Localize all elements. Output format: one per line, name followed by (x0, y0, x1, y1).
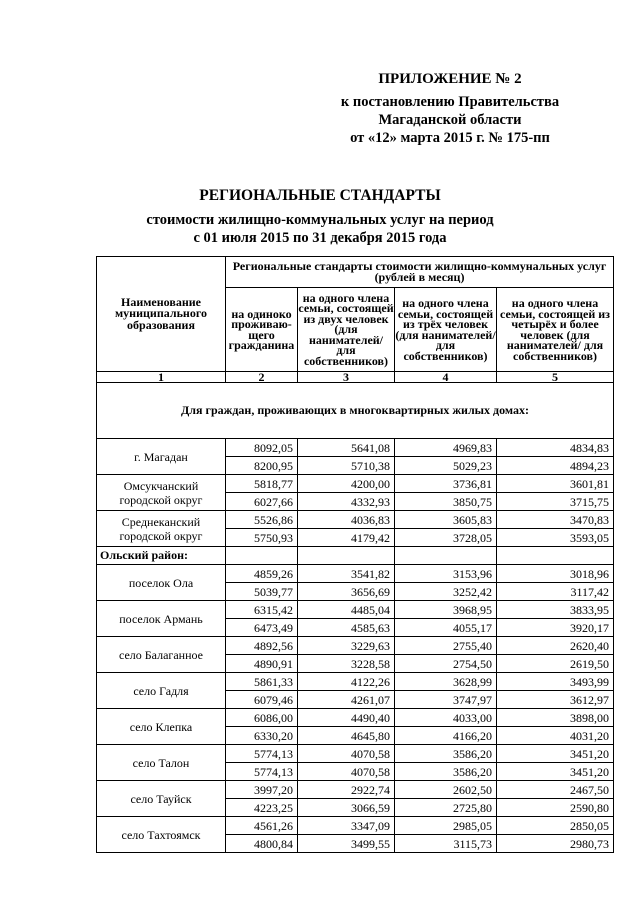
value-cell: 3920,17 (497, 619, 614, 637)
municipality-name: село Клепка (97, 709, 226, 745)
value-cell: 4969,83 (395, 439, 497, 457)
section-row (97, 383, 614, 439)
value-cell: 3153,96 (395, 565, 497, 583)
value-cell: 6027,66 (226, 493, 298, 511)
municipality-name: Среднеканский городской округ (97, 511, 226, 547)
value-cell: 3451,20 (497, 763, 614, 781)
value-cell: 5774,13 (226, 763, 298, 781)
value-cell: 3347,09 (298, 817, 395, 835)
value-cell: 4036,83 (298, 511, 395, 529)
column-number: 1 (97, 372, 226, 383)
municipality-name: село Тауйск (97, 781, 226, 817)
table-row (97, 637, 614, 655)
value-cell: 3605,83 (395, 511, 497, 529)
value-cell: 5774,13 (226, 745, 298, 763)
header-col2: на одиноко проживаю-щего гражданина (226, 288, 298, 372)
value-cell: 3541,82 (298, 565, 395, 583)
table-row (97, 439, 614, 457)
value-cell: 4890,91 (226, 655, 298, 673)
value-cell: 3499,55 (298, 835, 395, 853)
value-cell: 3066,59 (298, 799, 395, 817)
value-cell: 4122,26 (298, 673, 395, 691)
appendix-block (300, 70, 600, 147)
value-cell: 3715,75 (497, 493, 614, 511)
value-cell: 4033,00 (395, 709, 497, 727)
standards-table (96, 256, 614, 853)
value-cell: 3451,20 (497, 745, 614, 763)
value-cell: 6315,42 (226, 601, 298, 619)
value-cell: 2755,40 (395, 637, 497, 655)
value-cell: 2850,05 (497, 817, 614, 835)
appendix-line: Магаданской области (378, 112, 522, 128)
value-cell: 6473,49 (226, 619, 298, 637)
municipality-name: село Гадля (97, 673, 226, 709)
value-cell: 3656,69 (298, 583, 395, 601)
value-cell: 2602,50 (395, 781, 497, 799)
value-cell: 2980,73 (497, 835, 614, 853)
municipality-name: село Балаганное (97, 637, 226, 673)
column-number: 2 (226, 372, 298, 383)
table-row (97, 709, 614, 727)
empty-cell (298, 547, 395, 565)
appendix-line: к постановлению Правительства (340, 94, 560, 110)
value-cell: 3229,63 (298, 637, 395, 655)
appendix-title: ПРИЛОЖЕНИЕ № 2 (378, 71, 522, 87)
value-cell: 4894,23 (497, 457, 614, 475)
value-cell: 5818,77 (226, 475, 298, 493)
value-cell: 3601,81 (497, 475, 614, 493)
value-cell: 3593,05 (497, 529, 614, 547)
column-number: 5 (497, 372, 614, 383)
value-cell: 4261,07 (298, 691, 395, 709)
value-cell: 3586,20 (395, 745, 497, 763)
value-cell: 5029,23 (395, 457, 497, 475)
value-cell: 3018,96 (497, 565, 614, 583)
value-cell: 5039,77 (226, 583, 298, 601)
appendix-line: от «12» марта 2015 г. № 175-пп (350, 130, 550, 146)
value-cell: 2590,80 (497, 799, 614, 817)
value-cell: 6086,00 (226, 709, 298, 727)
header-number-row (97, 372, 614, 383)
value-cell: 3747,97 (395, 691, 497, 709)
municipality-name: Омсукчанский городской округ (97, 475, 226, 511)
value-cell: 3612,97 (497, 691, 614, 709)
table-row (97, 601, 614, 619)
value-cell: 5861,33 (226, 673, 298, 691)
value-cell: 4485,04 (298, 601, 395, 619)
header-col3: на одного члена семьи, состоящей из двух человек (для нанимателей/ для собственников) (298, 288, 395, 372)
title-main: РЕГИОНАЛЬНЫЕ СТАНДАРТЫ (199, 187, 441, 204)
value-cell: 2619,50 (497, 655, 614, 673)
column-number: 3 (298, 372, 395, 383)
value-cell: 3493,99 (497, 673, 614, 691)
table-row (97, 817, 614, 835)
value-cell: 3628,99 (395, 673, 497, 691)
value-cell: 3115,73 (395, 835, 497, 853)
document-title (0, 186, 640, 247)
value-cell: 4179,42 (298, 529, 395, 547)
value-cell: 3736,81 (395, 475, 497, 493)
table-row (97, 565, 614, 583)
value-cell: 3898,00 (497, 709, 614, 727)
value-cell: 4800,84 (226, 835, 298, 853)
value-cell: 4645,80 (298, 727, 395, 745)
value-cell: 4332,93 (298, 493, 395, 511)
value-cell: 3117,42 (497, 583, 614, 601)
value-cell: 3833,95 (497, 601, 614, 619)
value-cell: 4166,20 (395, 727, 497, 745)
value-cell: 5526,86 (226, 511, 298, 529)
header-row (97, 257, 614, 288)
empty-cell (395, 547, 497, 565)
value-cell: 4070,58 (298, 763, 395, 781)
value-cell: 4055,17 (395, 619, 497, 637)
empty-cell (497, 547, 614, 565)
value-cell: 4859,26 (226, 565, 298, 583)
value-cell: 4070,58 (298, 745, 395, 763)
value-cell: 4834,83 (497, 439, 614, 457)
value-cell: 3968,95 (395, 601, 497, 619)
value-cell: 6330,20 (226, 727, 298, 745)
header-name-cell: Наименование муниципального образования (97, 257, 226, 372)
value-cell: 2725,80 (395, 799, 497, 817)
value-cell: 4200,00 (298, 475, 395, 493)
municipality-name: село Талон (97, 745, 226, 781)
value-cell: 2985,05 (395, 817, 497, 835)
value-cell: 5641,08 (298, 439, 395, 457)
value-cell: 5710,38 (298, 457, 395, 475)
table-row (97, 511, 614, 529)
value-cell: 3997,20 (226, 781, 298, 799)
municipality-name: г. Магадан (97, 439, 226, 475)
header-group-cell: Региональные стандарты стоимости жилищно-коммунальных услуг (рублей в месяц) (226, 257, 614, 288)
value-cell: 3252,42 (395, 583, 497, 601)
title-sub: стоимости жилищно-коммунальных услуг на период (146, 212, 494, 228)
value-cell: 2467,50 (497, 781, 614, 799)
value-cell: 6079,46 (226, 691, 298, 709)
municipality-name: село Тахтоямск (97, 817, 226, 853)
value-cell: 3470,83 (497, 511, 614, 529)
table-row (97, 781, 614, 799)
value-cell: 4585,63 (298, 619, 395, 637)
value-cell: 5750,93 (226, 529, 298, 547)
value-cell: 2922,74 (298, 781, 395, 799)
column-number: 4 (395, 372, 497, 383)
value-cell: 3850,75 (395, 493, 497, 511)
table-row (97, 673, 614, 691)
municipality-name: поселок Армань (97, 601, 226, 637)
value-cell: 4561,26 (226, 817, 298, 835)
value-cell: 4892,56 (226, 637, 298, 655)
value-cell: 3728,05 (395, 529, 497, 547)
district-row (97, 547, 614, 565)
value-cell: 3228,58 (298, 655, 395, 673)
title-sub: с 01 июля 2015 по 31 декабря 2015 года (193, 230, 447, 246)
header-col4: на одного члена семьи, состоящей из трёх человек (для нанимателей/ для собственников) (395, 288, 497, 372)
table-row (97, 745, 614, 763)
district-label: Ольский район: (97, 547, 226, 565)
municipality-name: поселок Ола (97, 565, 226, 601)
value-cell: 2754,50 (395, 655, 497, 673)
value-cell: 3586,20 (395, 763, 497, 781)
section-heading: Для граждан, проживающих в многоквартирных жилых домах: (97, 383, 614, 439)
value-cell: 4490,40 (298, 709, 395, 727)
value-cell: 4223,25 (226, 799, 298, 817)
table-row (97, 475, 614, 493)
value-cell: 8200,95 (226, 457, 298, 475)
empty-cell (226, 547, 298, 565)
value-cell: 8092,05 (226, 439, 298, 457)
value-cell: 2620,40 (497, 637, 614, 655)
value-cell: 4031,20 (497, 727, 614, 745)
header-col5: на одного члена семьи, состоящей из четырёх и более человек (для нанимателей/ для собственников) (497, 288, 614, 372)
